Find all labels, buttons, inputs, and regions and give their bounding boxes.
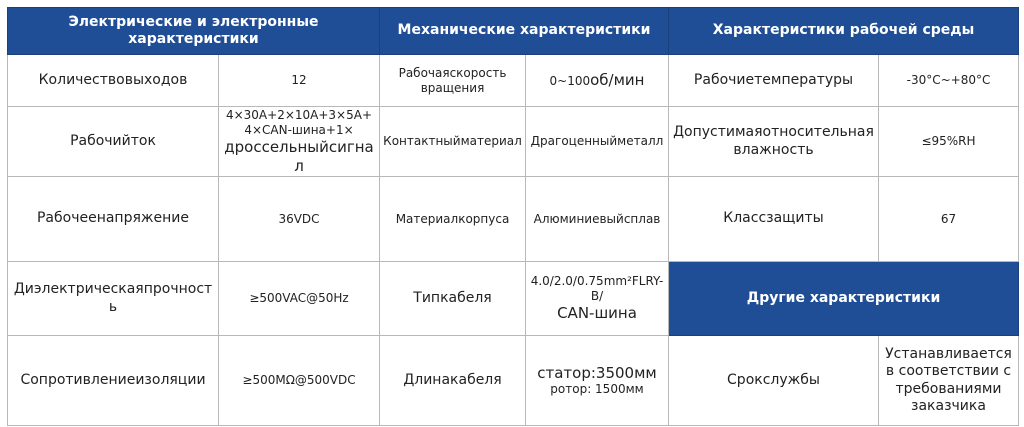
electrical-label: Количествовыходов xyxy=(8,55,219,107)
environment-label: Допустимаяотносительная влажность xyxy=(669,107,879,177)
other-value: Устанавливается в соответствии с требованиями заказчика xyxy=(879,336,1019,426)
mechanical-label: Длинакабеля xyxy=(380,336,526,426)
header-electrical: Электрические и электронные характеристики xyxy=(8,8,380,55)
mechanical-label-line: Рабочаяскорость xyxy=(398,65,507,80)
mechanical-value xyxy=(526,262,669,336)
header-other: Другие характеристики xyxy=(669,262,1019,336)
mechanical-label xyxy=(380,55,526,107)
current-line: дроссельныйсигнал xyxy=(224,137,374,175)
cable-type-line: CAN-шина xyxy=(557,304,637,323)
mechanical-value xyxy=(526,55,669,107)
header-row xyxy=(8,8,1019,55)
other-label: Срокслужбы xyxy=(669,336,879,426)
cable-length-line: ротор: 1500мм xyxy=(550,382,644,397)
cable-type-line: 4.0/2.0/0.75mm²FLRY- xyxy=(530,274,664,289)
electrical-label: Сопротивлениеизоляции xyxy=(8,336,219,426)
mechanical-value: Драгоценныйметалл xyxy=(526,107,669,177)
mechanical-value: Алюминиевыйсплав xyxy=(526,177,669,262)
electrical-value: ≥500VAC@50Hz xyxy=(219,262,380,336)
mechanical-label-line: вращения xyxy=(420,80,485,95)
environment-label: Рабочиетемпературы xyxy=(669,55,879,107)
environment-label: Классзащиты xyxy=(669,177,879,262)
electrical-value: ≥500MΩ@500VDC xyxy=(219,336,380,426)
mechanical-label: Типкабеля xyxy=(380,262,526,336)
header-environment: Характеристики рабочей среды xyxy=(669,8,1019,55)
electrical-value: 36VDC xyxy=(219,177,380,262)
speed-unit: об/мин xyxy=(590,71,645,90)
electrical-value xyxy=(219,107,380,177)
table-row xyxy=(8,336,1019,426)
environment-value: 67 xyxy=(879,177,1019,262)
mechanical-label: Материалкорпуса xyxy=(380,177,526,262)
table-row xyxy=(8,262,1019,336)
table-row xyxy=(8,107,1019,177)
spec-table xyxy=(7,7,1019,426)
environment-value: -30°C~+80°C xyxy=(879,55,1019,107)
current-line: 4×CAN-шина+1× xyxy=(244,122,354,137)
header-mechanical: Механические характеристики xyxy=(380,8,669,55)
speed-range: 0~100 xyxy=(549,74,591,89)
table-row xyxy=(8,55,1019,107)
electrical-label: Рабочийток xyxy=(8,107,219,177)
electrical-label: Рабочеенапряжение xyxy=(8,177,219,262)
table-row xyxy=(8,177,1019,262)
environment-value: ≤95%RH xyxy=(879,107,1019,177)
cable-length-line: статор:3500мм xyxy=(537,363,657,382)
mechanical-label: Контактныйматериал xyxy=(380,107,526,177)
mechanical-value xyxy=(526,336,669,426)
cable-type-line: B/ xyxy=(590,289,604,304)
electrical-value: 12 xyxy=(219,55,380,107)
electrical-label: Диэлектрическаяпрочность xyxy=(8,262,219,336)
current-line: 4×30A+2×10A+3×5A+ xyxy=(225,107,373,122)
